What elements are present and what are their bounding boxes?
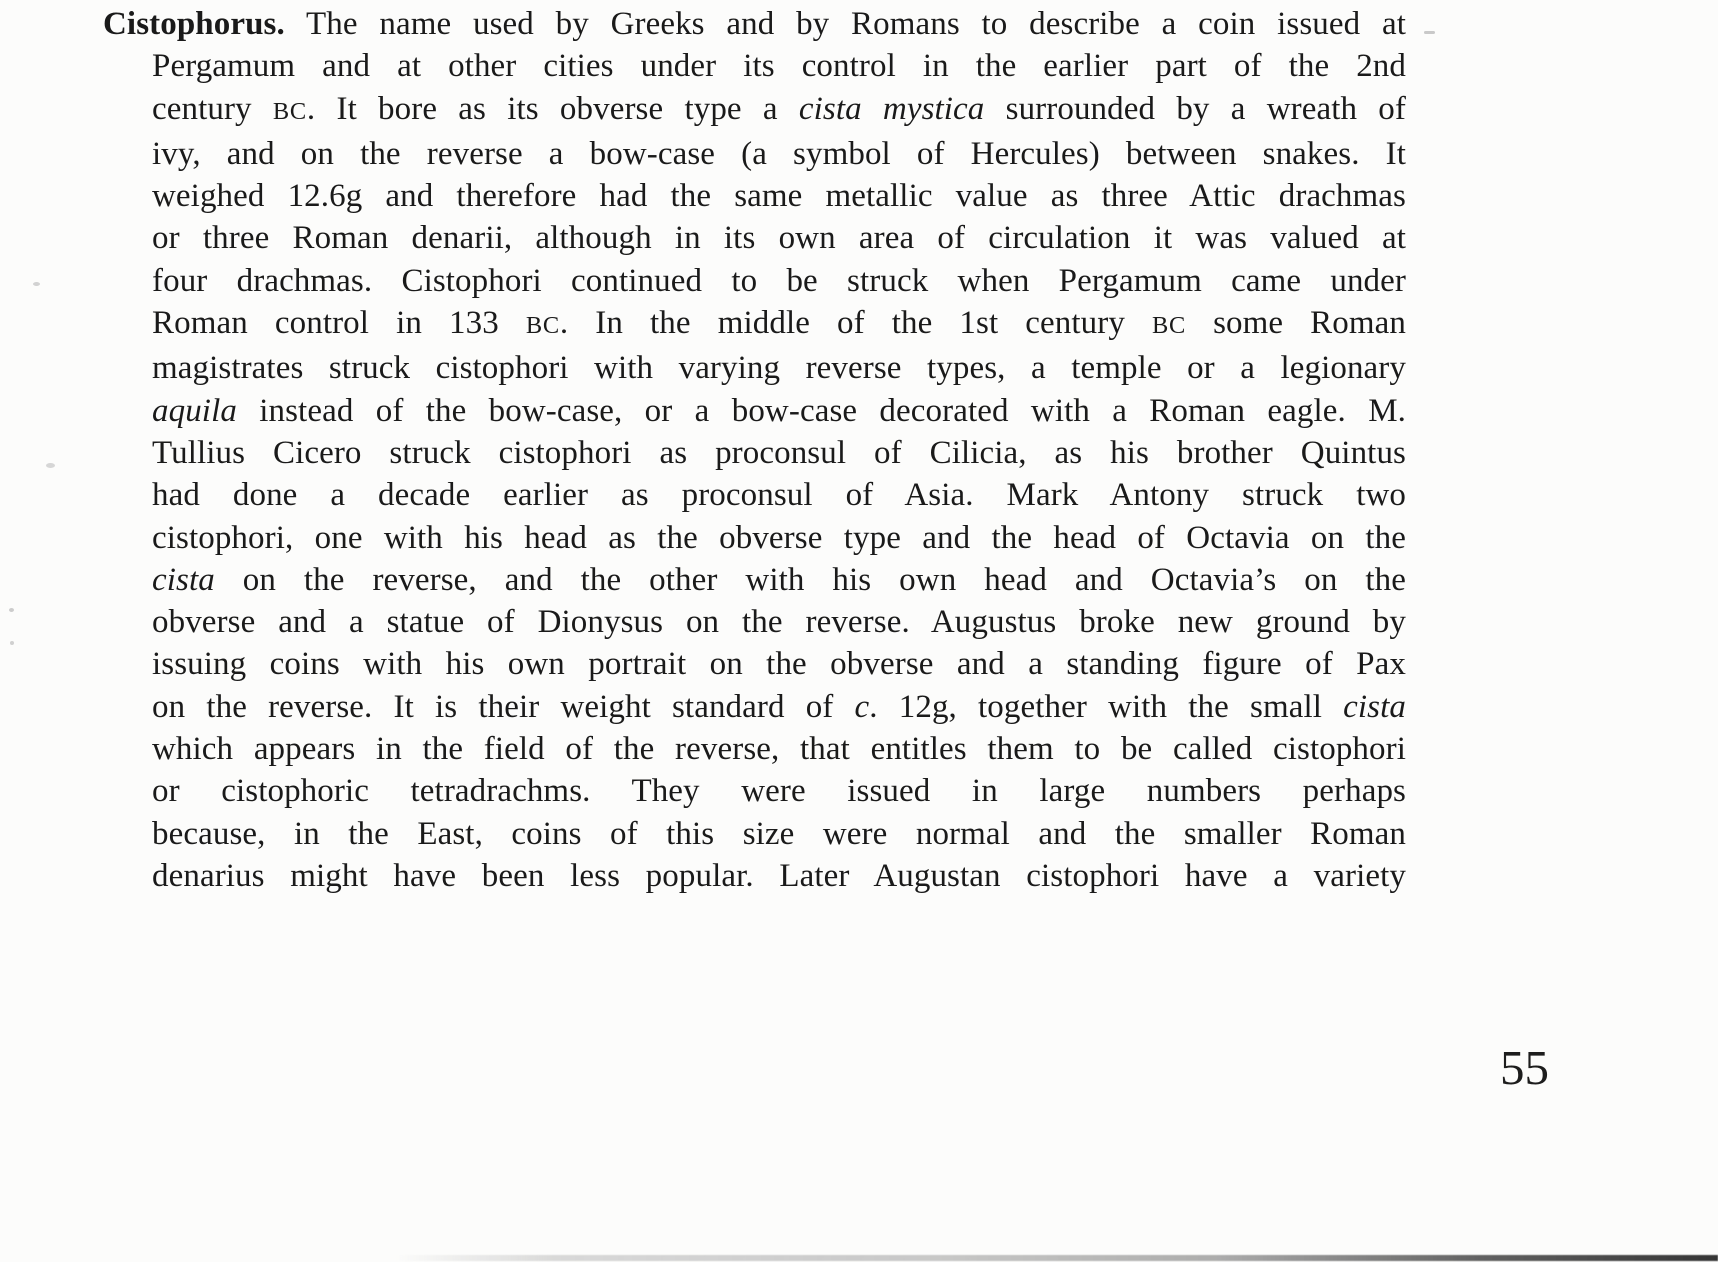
text-line: weighed 12.6g and therefore had the same metallic value as three Attic drachmas [152, 178, 1406, 215]
text-line: or three Roman denarii, although in its own area of circulation it was valued at [152, 220, 1406, 257]
text-line: Pergamum and at other cities under its control in the earlier part of the 2nd [152, 48, 1406, 85]
text-line: aquila instead of the bow-case, or a bow-case decorated with a Roman eagle. M. [152, 392, 1406, 429]
text-line: Cistophorus. The name used by Greeks and by Romans to describe a coin issued at [103, 6, 1406, 42]
scan-edge-shadow [395, 1255, 1718, 1261]
scan-speck [33, 282, 40, 286]
text-line: cistophori, one with his head as the obverse type and the head of Octavia on the [152, 519, 1406, 556]
text-line: which appears in the field of the reverse, that entitles them to be called cistophori [152, 731, 1406, 768]
entry-paragraph [103, 3, 1406, 897]
text-line: magistrates struck cistophori with varying reverse types, a temple or a legionary [152, 350, 1406, 387]
scan-speck [10, 641, 14, 645]
scan-speck [9, 608, 14, 612]
text-line: on the reverse. It is their weight standard of c. 12g, together with the small cista [152, 688, 1406, 725]
text-line: because, in the East, coins of this size were normal and the smaller Roman [152, 815, 1406, 852]
text-line: obverse and a statue of Dionysus on the reverse. Augustus broke new ground by [152, 604, 1406, 641]
text-line: four drachmas. Cistophori continued to be struck when Pergamum came under [152, 262, 1406, 299]
scan-speck [46, 463, 55, 468]
text-line: century BC. It bore as its obverse type a cista mystica surrounded by a wreath of [152, 90, 1406, 127]
text-line: cista on the reverse, and the other with his own head and Octavia’s on the [152, 561, 1406, 598]
text-line: denarius might have been less popular. Later Augustan cistophori have a variety [152, 857, 1406, 894]
text-line: Roman control in 133 BC. In the middle of the 1st century BC some Roman [152, 305, 1406, 342]
text-line: or cistophoric tetradrachms. They were issued in large numbers perhaps [152, 773, 1406, 810]
text-line: ivy, and on the reverse a bow-case (a symbol of Hercules) between snakes. It [152, 135, 1406, 172]
page-number: 55 [1500, 1040, 1549, 1095]
text-line: issuing coins with his own portrait on the obverse and a standing figure of Pax [152, 646, 1406, 683]
text-line: had done a decade earlier as proconsul of Asia. Mark Antony struck two [152, 477, 1406, 514]
text-line: Tullius Cicero struck cistophori as proconsul of Cilicia, as his brother Quintus [152, 434, 1406, 471]
scan-speck [1424, 31, 1435, 34]
